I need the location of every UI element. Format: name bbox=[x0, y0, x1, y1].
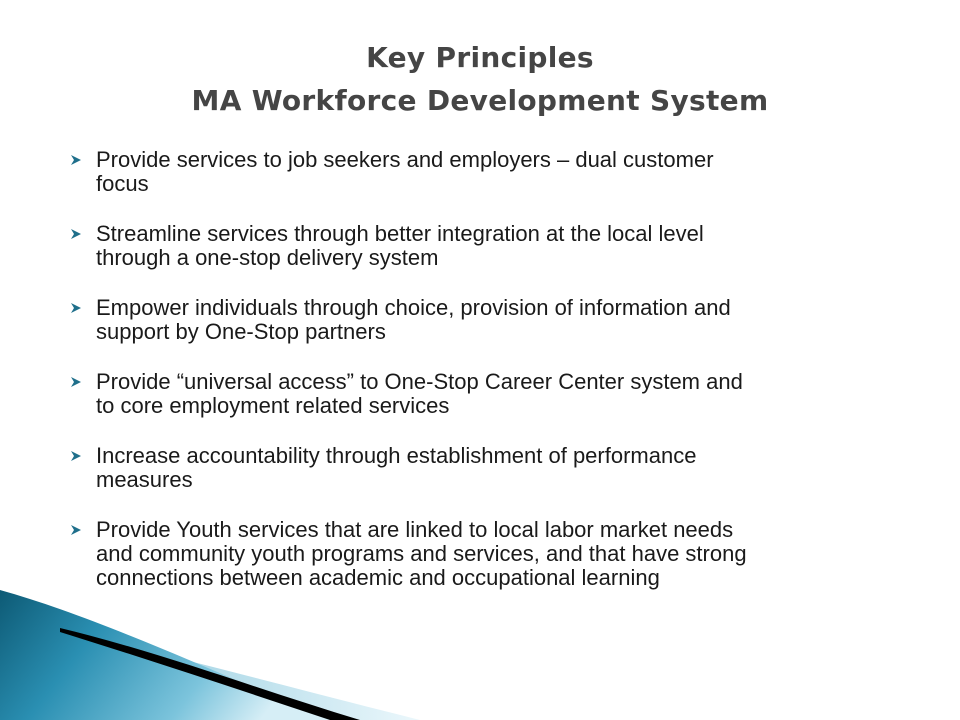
principle-text-line: to core employment related services bbox=[96, 393, 450, 418]
principle-text bbox=[96, 370, 904, 418]
principle-text-line: Provide Youth services that are linked to local labor market needs bbox=[96, 517, 734, 542]
arrowhead-bullet-icon bbox=[70, 376, 82, 388]
principle-text bbox=[96, 296, 904, 344]
principle-text-line: Provide “universal access” to One-Stop Career Center system and bbox=[96, 369, 743, 394]
principle-text bbox=[96, 444, 904, 492]
principle-text-line: connections between academic and occupational learning bbox=[96, 565, 660, 590]
principle-item bbox=[64, 222, 904, 270]
arrowhead-bullet-icon bbox=[70, 154, 82, 166]
principle-text-line: Provide services to job seekers and employers – dual customer bbox=[96, 147, 714, 172]
principle-text-line: and community youth programs and services, and that have strong bbox=[96, 541, 747, 566]
principle-text-line: measures bbox=[96, 467, 193, 492]
principle-text-line: Streamline services through better integration at the local level bbox=[96, 221, 704, 246]
principle-text-line: Empower individuals through choice, provision of information and bbox=[96, 295, 731, 320]
arrowhead-bullet-icon bbox=[70, 450, 82, 462]
principle-text bbox=[96, 518, 904, 590]
slide-title-line-2: MA Workforce Development System bbox=[191, 84, 769, 117]
principle-text bbox=[96, 148, 904, 196]
principle-text-line: focus bbox=[96, 171, 149, 196]
principle-text bbox=[96, 222, 904, 270]
principle-item bbox=[64, 148, 904, 196]
principle-item bbox=[64, 370, 904, 418]
arrowhead-bullet-icon bbox=[70, 228, 82, 240]
wave-light-band bbox=[0, 620, 420, 720]
principle-text-line: through a one-stop delivery system bbox=[96, 245, 439, 270]
principles-list bbox=[64, 148, 904, 616]
arrowhead-bullet-icon bbox=[70, 524, 82, 536]
principle-text-line: support by One-Stop partners bbox=[96, 319, 386, 344]
slide-title bbox=[0, 36, 960, 122]
slide-title-line-1: Key Principles bbox=[366, 41, 594, 74]
principle-item bbox=[64, 518, 904, 590]
principle-text-line: Increase accountability through establishment of performance bbox=[96, 443, 697, 468]
principle-item bbox=[64, 444, 904, 492]
wave-black-stripe bbox=[60, 628, 360, 720]
principle-item bbox=[64, 296, 904, 344]
arrowhead-bullet-icon bbox=[70, 302, 82, 314]
